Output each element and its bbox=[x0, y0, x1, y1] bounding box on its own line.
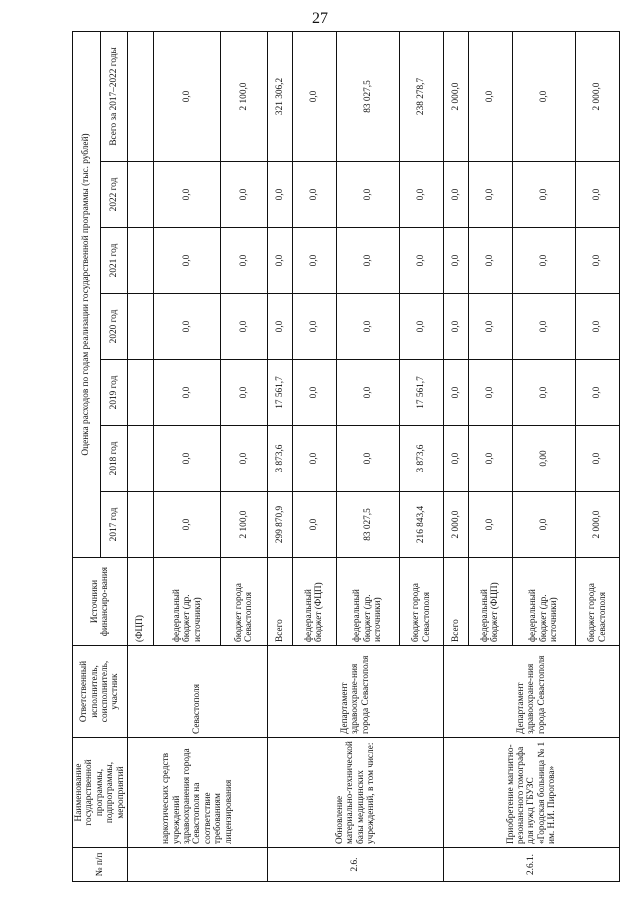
row-year-value: 0,0 bbox=[154, 360, 221, 426]
row-year-value: 3 873,6 bbox=[400, 426, 444, 492]
row-total: 0,0 bbox=[292, 31, 336, 161]
header-name: Наименование государственной программы, подпрограммы, мероприятий bbox=[73, 738, 128, 848]
header-year: 2019 год bbox=[100, 360, 128, 426]
row-year-value: 0,0 bbox=[444, 426, 469, 492]
row-executor: Департамент здравоохране-ния города Севастополя bbox=[268, 646, 444, 738]
row-year-value bbox=[128, 162, 154, 228]
row-name: Обновление материально-технической базы медицинских учреждений, в том числе: bbox=[268, 738, 444, 848]
row-year-value: 2 100,0 bbox=[221, 492, 268, 558]
row-name: наркотических средств учреждений здравоохранения города Севастополя на соответствие требованиям лицензирования bbox=[128, 738, 268, 848]
row-year-value: 0,0 bbox=[292, 426, 336, 492]
row-total: 83 027,5 bbox=[336, 31, 399, 161]
row-total: 0,0 bbox=[154, 31, 221, 161]
row-year-value: 0,0 bbox=[221, 360, 268, 426]
budget-table bbox=[72, 31, 620, 882]
table-row bbox=[128, 31, 154, 881]
row-year-value: 0,0 bbox=[154, 228, 221, 294]
header-executor: Ответственный исполнитель, соисполнитель, участник bbox=[73, 646, 128, 738]
row-num bbox=[128, 848, 268, 882]
row-year-value: 0,0 bbox=[468, 492, 512, 558]
row-year-value bbox=[128, 294, 154, 360]
row-year-value: 0,0 bbox=[468, 426, 512, 492]
row-year-value: 0,0 bbox=[400, 294, 444, 360]
row-executor: Севастополя bbox=[128, 646, 268, 738]
row-year-value: 0,0 bbox=[576, 162, 620, 228]
row-year-value: 0,0 bbox=[576, 294, 620, 360]
row-year-value: 0,0 bbox=[336, 162, 399, 228]
row-year-value: 0,0 bbox=[292, 294, 336, 360]
row-year-value: 0,0 bbox=[576, 228, 620, 294]
row-year-value: 0,0 bbox=[292, 162, 336, 228]
row-year-value: 0,0 bbox=[400, 162, 444, 228]
row-year-value: 216 843,4 bbox=[400, 492, 444, 558]
row-year-value: 0,0 bbox=[268, 228, 293, 294]
row-year-value: 0,0 bbox=[336, 228, 399, 294]
row-year-value: 0,0 bbox=[576, 360, 620, 426]
row-total: 321 306,2 bbox=[268, 31, 293, 161]
row-year-value bbox=[128, 360, 154, 426]
row-year-value: 0,0 bbox=[512, 228, 575, 294]
row-total bbox=[128, 31, 154, 161]
row-source: федеральный бюджет (др. источники) bbox=[512, 558, 575, 646]
row-total: 0,0 bbox=[512, 31, 575, 161]
header-year: 2017 год bbox=[100, 492, 128, 558]
row-source: федеральный бюджет (ФЦП) bbox=[292, 558, 336, 646]
row-year-value: 0,0 bbox=[444, 360, 469, 426]
row-year-value bbox=[128, 492, 154, 558]
row-year-value: 83 027,5 bbox=[336, 492, 399, 558]
row-total: 0,0 bbox=[468, 31, 512, 161]
header-year: 2018 год bbox=[100, 426, 128, 492]
header-total: Всего за 2017–2022 годы bbox=[100, 31, 128, 161]
row-year-value: 3 873,6 bbox=[268, 426, 293, 492]
row-year-value: 0,0 bbox=[154, 162, 221, 228]
row-source: бюджет города Севастополя bbox=[576, 558, 620, 646]
row-year-value: 0,0 bbox=[444, 162, 469, 228]
row-year-value bbox=[128, 228, 154, 294]
row-year-value: 0,0 bbox=[221, 162, 268, 228]
header-year: 2022 год bbox=[100, 162, 128, 228]
rotated-table-container bbox=[72, 32, 608, 882]
row-year-value: 0,0 bbox=[468, 360, 512, 426]
row-year-value: 0,00 bbox=[512, 426, 575, 492]
row-year-value: 0,0 bbox=[512, 162, 575, 228]
row-year-value: 0,0 bbox=[336, 426, 399, 492]
row-source: федеральный бюджет (др. источники) bbox=[154, 558, 221, 646]
table-row bbox=[268, 31, 293, 881]
header-num: № п/п bbox=[73, 848, 128, 882]
header-year: 2021 год bbox=[100, 228, 128, 294]
row-num: 2.6.1. bbox=[444, 848, 620, 882]
row-year-value: 0,0 bbox=[154, 426, 221, 492]
header-source: Источники финансиро-вания bbox=[73, 558, 128, 646]
row-name: Приобретение магнитно-резонансного томографа для нужд ГБУЗС «Городская больница № 1 им. Н.И. Пирогова» bbox=[444, 738, 620, 848]
row-year-value bbox=[128, 426, 154, 492]
page-number: 27 bbox=[312, 10, 328, 27]
row-year-value: 0,0 bbox=[221, 294, 268, 360]
row-year-value: 0,0 bbox=[512, 492, 575, 558]
row-total: 238 278,7 bbox=[400, 31, 444, 161]
row-year-value: 0,0 bbox=[292, 228, 336, 294]
row-year-value: 0,0 bbox=[512, 294, 575, 360]
table-body bbox=[128, 31, 620, 881]
row-year-value: 0,0 bbox=[336, 294, 399, 360]
row-year-value: 0,0 bbox=[268, 294, 293, 360]
table-row bbox=[444, 31, 469, 881]
row-year-value: 0,0 bbox=[292, 360, 336, 426]
row-year-value: 0,0 bbox=[576, 426, 620, 492]
row-total: 2 000,0 bbox=[576, 31, 620, 161]
row-year-value: 0,0 bbox=[221, 228, 268, 294]
header-estimate: Оценка расходов по годам реализации государственной программы (тыс. рублей) bbox=[73, 31, 101, 557]
row-year-value: 0,0 bbox=[292, 492, 336, 558]
header-year: 2020 год bbox=[100, 294, 128, 360]
row-source: (ФЦП) bbox=[128, 558, 154, 646]
row-total: 2 100,0 bbox=[221, 31, 268, 161]
row-year-value: 0,0 bbox=[154, 492, 221, 558]
row-total: 2 000,0 bbox=[444, 31, 469, 161]
row-year-value: 0,0 bbox=[444, 228, 469, 294]
row-executor: Департамент здравоохране-ния города Севастополя bbox=[444, 646, 620, 738]
row-year-value: 299 870,9 bbox=[268, 492, 293, 558]
row-year-value: 0,0 bbox=[468, 228, 512, 294]
row-source: бюджет города Севастополя bbox=[400, 558, 444, 646]
row-year-value: 0,0 bbox=[468, 162, 512, 228]
row-year-value: 0,0 bbox=[444, 294, 469, 360]
row-year-value: 0,0 bbox=[154, 294, 221, 360]
row-year-value: 2 000,0 bbox=[444, 492, 469, 558]
row-source: бюджет города Севастополя bbox=[221, 558, 268, 646]
row-year-value: 0,0 bbox=[468, 294, 512, 360]
row-year-value: 17 561,7 bbox=[400, 360, 444, 426]
row-year-value: 0,0 bbox=[400, 228, 444, 294]
row-year-value: 17 561,7 bbox=[268, 360, 293, 426]
row-source: федеральный бюджет (др. источники) bbox=[336, 558, 399, 646]
row-source: федеральный бюджет (ФЦП) bbox=[468, 558, 512, 646]
table-header bbox=[73, 31, 128, 881]
row-year-value: 0,0 bbox=[512, 360, 575, 426]
row-source: Всего bbox=[268, 558, 293, 646]
row-year-value: 2 000,0 bbox=[576, 492, 620, 558]
row-num: 2.6. bbox=[268, 848, 444, 882]
row-year-value: 0,0 bbox=[336, 360, 399, 426]
row-year-value: 0,0 bbox=[221, 426, 268, 492]
row-source: Всего bbox=[444, 558, 469, 646]
row-year-value: 0,0 bbox=[268, 162, 293, 228]
